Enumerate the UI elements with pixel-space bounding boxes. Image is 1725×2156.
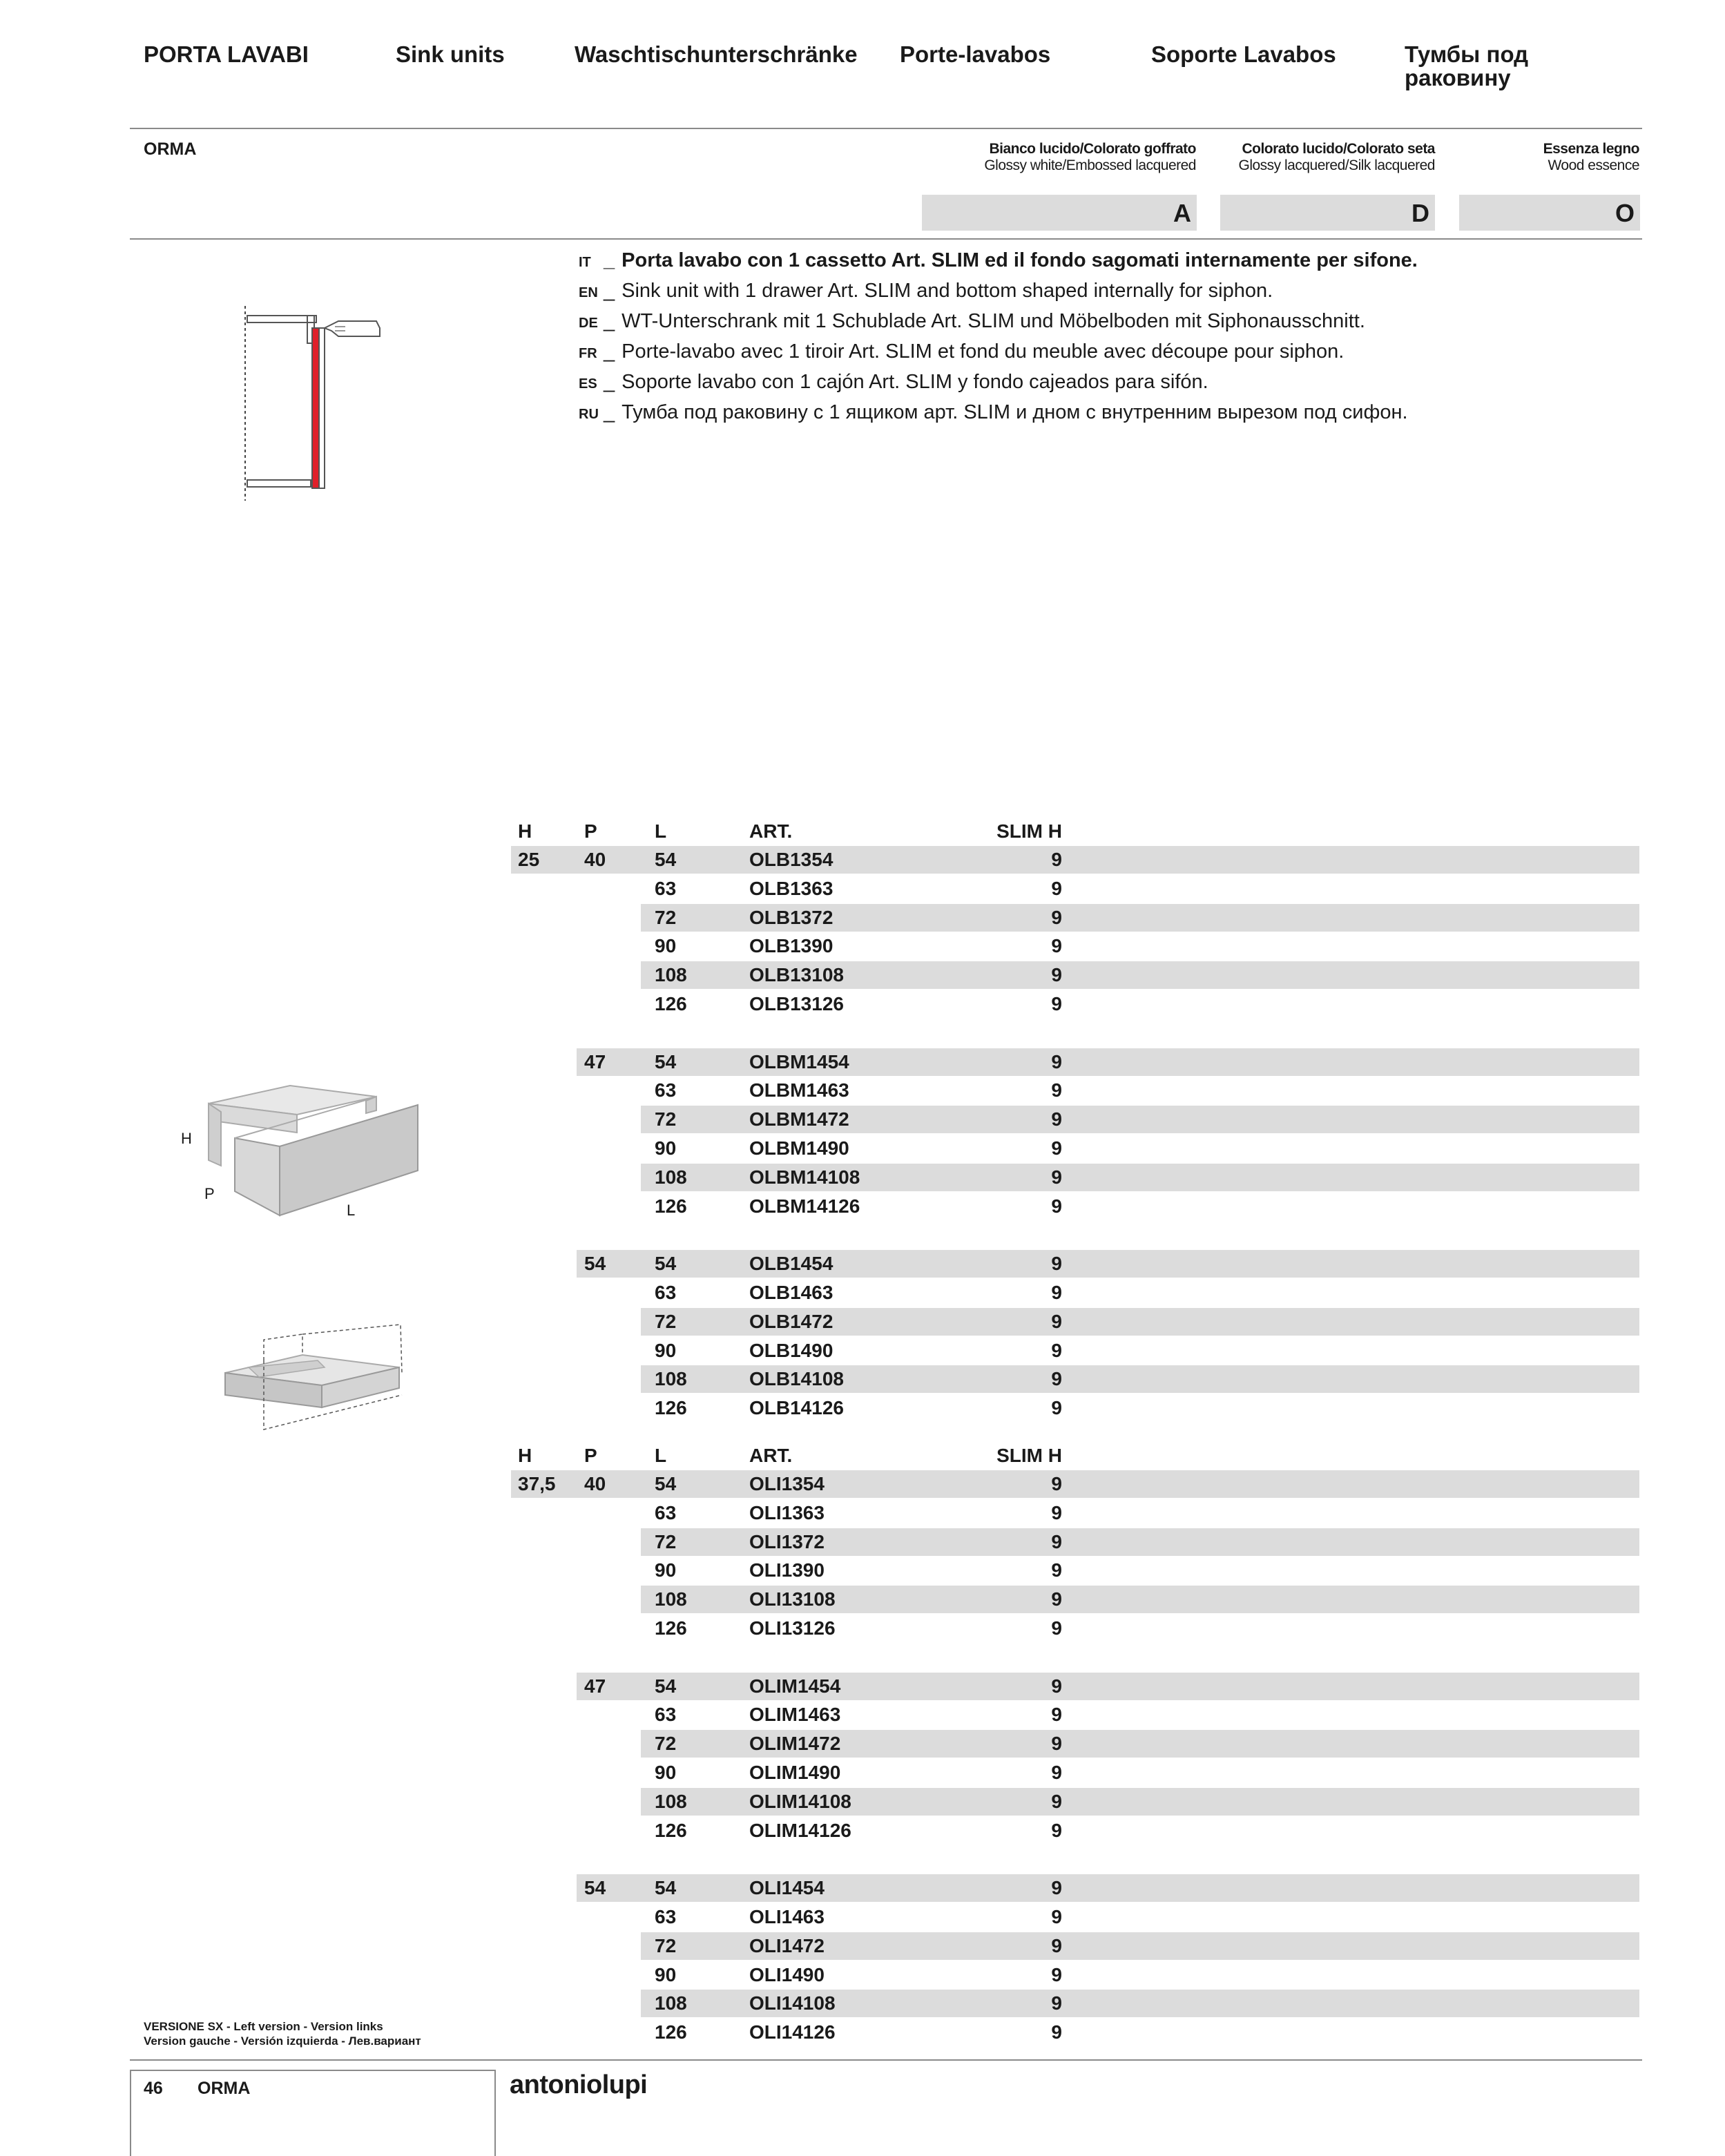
dim-label-p: P <box>204 1185 215 1202</box>
cell-art: OLBM14126 <box>749 1195 860 1217</box>
cell-art: OLI1472 <box>749 1934 825 1956</box>
cell-l: 63 <box>655 1704 677 1726</box>
cell-slim-h: 9 <box>1051 1992 1062 2014</box>
description-de: DE _ WT-Unterschrank mit 1 Schublade Art. SLIM und Möbelboden mit Siphonausschnitt. <box>579 307 1418 338</box>
cell-l: 90 <box>655 1137 677 1159</box>
cell-l: 90 <box>655 1963 677 1985</box>
cell-slim-h: 9 <box>1051 1906 1062 1927</box>
finish-a-title: Bianco lucido/Colorato goffrato <box>989 141 1196 157</box>
cell-l: 108 <box>655 964 687 986</box>
cell-l: 72 <box>655 1733 677 1755</box>
finish-code-d: D <box>1220 195 1435 231</box>
cell-l: 108 <box>655 1166 687 1188</box>
description-de-text: WT-Unterschrank mit 1 Schublade Art. SLIM und Möbelboden mit Siphonausschnitt. <box>621 310 1365 332</box>
finish-d-subtitle: Glossy lacquered/Silk lacquered <box>1238 157 1435 173</box>
row-band <box>511 846 1639 874</box>
cell-art: OLB1354 <box>749 849 833 870</box>
cell-l: 72 <box>655 1108 677 1130</box>
cell-slim-h: 9 <box>1051 1819 1062 1841</box>
row-band <box>577 1250 1639 1278</box>
cell-slim-h: 9 <box>1051 1473 1062 1494</box>
lang-de: DE <box>579 316 598 331</box>
description-ru-text: Тумба под раковину с 1 ящиком арт. SLIM и дном с внутренним вырезом под сифон. <box>621 401 1408 423</box>
cell-slim-h: 9 <box>1051 1166 1062 1188</box>
product-name: ORMA <box>144 139 197 159</box>
cell-slim-h: 9 <box>1051 1617 1062 1639</box>
cell-slim-h: 9 <box>1051 906 1062 928</box>
cell-slim-h: 9 <box>1051 1934 1062 1956</box>
cell-p: 54 <box>584 1253 606 1275</box>
col-header-l: L <box>655 1445 667 1466</box>
cell-art: OLB1490 <box>749 1339 833 1361</box>
lang-es: ES <box>579 376 597 392</box>
row-band <box>577 1874 1639 1902</box>
header-en: Sink units <box>396 41 505 67</box>
cell-art: OLB1372 <box>749 906 833 928</box>
cell-slim-h: 9 <box>1051 1368 1062 1390</box>
cell-art: OLI1490 <box>749 1963 825 1985</box>
cell-l: 90 <box>655 935 677 957</box>
footer-product: ORMA <box>197 2079 251 2098</box>
description-es: ES _ Soporte lavabo con 1 cajón Art. SLIM y fondo cajeados para sifón. <box>579 368 1418 398</box>
dim-label-h: H <box>181 1130 192 1147</box>
lang-fr: FR <box>579 346 597 361</box>
cell-l: 63 <box>655 1501 677 1523</box>
cell-art: OLBM1454 <box>749 1050 849 1072</box>
col-header-p: P <box>584 1445 597 1466</box>
cell-art: OLB1363 <box>749 877 833 899</box>
cell-l: 108 <box>655 1790 687 1812</box>
cell-slim-h: 9 <box>1051 1733 1062 1755</box>
cell-slim-h: 9 <box>1051 1704 1062 1726</box>
cell-art: OLI1463 <box>749 1906 825 1927</box>
cell-art: OLB1454 <box>749 1253 833 1275</box>
finish-d <box>1220 141 1435 174</box>
cell-l: 54 <box>655 849 677 870</box>
cell-art: OLBM14108 <box>749 1166 860 1188</box>
cell-slim-h: 9 <box>1051 1790 1062 1812</box>
cell-art: OLIM14108 <box>749 1790 851 1812</box>
cell-art: OLI1454 <box>749 1877 825 1899</box>
row-band <box>511 1470 1639 1498</box>
cell-p: 47 <box>584 1050 606 1072</box>
cell-art: OLB1390 <box>749 935 833 957</box>
cell-l: 63 <box>655 1079 677 1101</box>
cell-art: OLI1363 <box>749 1501 825 1523</box>
cell-art: OLI1390 <box>749 1559 825 1581</box>
cell-l: 72 <box>655 906 677 928</box>
dim-label-l: L <box>347 1202 356 1219</box>
cell-slim-h: 9 <box>1051 1282 1062 1303</box>
header-ru-line2: раковину <box>1405 65 1511 90</box>
description-fr-text: Porte-lavabo avec 1 tiroir Art. SLIM et fond du meuble avec découpe pour siphon. <box>621 340 1345 363</box>
cell-p: 40 <box>584 849 606 870</box>
row-band <box>577 1048 1639 1076</box>
cell-slim-h: 9 <box>1051 849 1062 870</box>
cabinet-drawing <box>193 1077 428 1229</box>
cell-l: 108 <box>655 1992 687 2014</box>
cell-p: 54 <box>584 1877 606 1899</box>
cell-art: OLBM1463 <box>749 1079 849 1101</box>
cell-l: 54 <box>655 1877 677 1899</box>
cell-l: 72 <box>655 1310 677 1332</box>
col-header-slim: SLIM H <box>996 1445 1062 1466</box>
cell-art: OLB1463 <box>749 1282 833 1303</box>
header-it: PORTA LAVABI <box>144 41 309 67</box>
cell-slim-h: 9 <box>1051 877 1062 899</box>
header-fr: Porte-lavabos <box>900 41 1051 67</box>
cell-l: 54 <box>655 1050 677 1072</box>
cell-l: 63 <box>655 1906 677 1927</box>
footer-rule <box>130 2059 1642 2061</box>
finish-o <box>1458 141 1639 174</box>
col-header-h: H <box>518 1445 532 1466</box>
header-de: Waschtischunterschränke <box>575 41 858 67</box>
cell-slim-h: 9 <box>1051 1762 1062 1783</box>
cell-art: OLIM1463 <box>749 1704 841 1726</box>
cell-art: OLI13126 <box>749 1617 836 1639</box>
cell-l: 126 <box>655 993 687 1014</box>
col-header-slim: SLIM H <box>996 820 1062 842</box>
cell-art: OLI14108 <box>749 1992 836 2014</box>
page-number: 46 <box>144 2079 163 2098</box>
cell-slim-h: 9 <box>1051 935 1062 957</box>
version-note <box>144 2019 421 2048</box>
brand-logo: antoniolupi <box>510 2070 648 2099</box>
version-note-line2: Version gauche - Versión izquierda - Лев.вариант <box>144 2034 421 2048</box>
cell-slim-h: 9 <box>1051 993 1062 1014</box>
header-ru <box>1405 43 1528 90</box>
col-header-art: ART. <box>749 1445 793 1466</box>
header-ru-line1: Тумбы под <box>1405 41 1529 67</box>
cell-art: OLBM1490 <box>749 1137 849 1159</box>
cell-art: OLB13126 <box>749 993 844 1014</box>
cell-slim-h: 9 <box>1051 1530 1062 1552</box>
tray-drawing <box>221 1319 407 1436</box>
cell-l: 54 <box>655 1253 677 1275</box>
cell-art: OLB13108 <box>749 964 844 986</box>
description-es-text: Soporte lavabo con 1 cajón Art. SLIM y fondo cajeados para sifón. <box>621 371 1208 393</box>
cell-slim-h: 9 <box>1051 1137 1062 1159</box>
cell-slim-h: 9 <box>1051 1559 1062 1581</box>
cell-art: OLIM1454 <box>749 1675 841 1697</box>
lang-it: IT <box>579 255 591 270</box>
header-rule <box>130 128 1642 129</box>
cell-l: 108 <box>655 1588 687 1610</box>
cell-l: 126 <box>655 1819 687 1841</box>
cell-slim-h: 9 <box>1051 1501 1062 1523</box>
finish-a-subtitle: Glossy white/Embossed lacquered <box>984 157 1196 173</box>
finish-code-a: A <box>922 195 1197 231</box>
cell-art: OLI1354 <box>749 1473 825 1494</box>
cell-slim-h: 9 <box>1051 1050 1062 1072</box>
cell-slim-h: 9 <box>1051 1877 1062 1899</box>
cell-h: 37,5 <box>518 1473 556 1494</box>
cell-art: OLB14108 <box>749 1368 844 1390</box>
cell-slim-h: 9 <box>1051 1963 1062 1985</box>
cell-slim-h: 9 <box>1051 1397 1062 1419</box>
description-ru: RU _ Тумба под раковину с 1 ящиком арт. SLIM и дном с внутренним вырезом под сифон. <box>579 398 1418 429</box>
cell-l: 108 <box>655 1368 687 1390</box>
cell-slim-h: 9 <box>1051 1195 1062 1217</box>
description-it: IT _ Porta lavabo con 1 cassetto Art. SLIM ed il fondo sagomati internamente per sifone. <box>579 247 1418 277</box>
cell-art: OLIM14126 <box>749 1819 851 1841</box>
cell-slim-h: 9 <box>1051 1108 1062 1130</box>
col-header-h: H <box>518 820 532 842</box>
finish-d-title: Colorato lucido/Colorato seta <box>1242 141 1435 157</box>
finish-rule <box>130 238 1642 240</box>
cell-p: 47 <box>584 1675 606 1697</box>
cell-l: 72 <box>655 1934 677 1956</box>
cell-slim-h: 9 <box>1051 1253 1062 1275</box>
col-header-p: P <box>584 820 597 842</box>
cell-slim-h: 9 <box>1051 964 1062 986</box>
cell-slim-h: 9 <box>1051 2021 1062 2043</box>
cell-l: 54 <box>655 1675 677 1697</box>
lang-en: EN <box>579 285 598 300</box>
description-en-text: Sink unit with 1 drawer Art. SLIM and bottom shaped internally for siphon. <box>621 280 1273 302</box>
cell-art: OLB14126 <box>749 1397 844 1419</box>
cell-slim-h: 9 <box>1051 1588 1062 1610</box>
col-header-art: ART. <box>749 820 793 842</box>
description-en: EN _ Sink unit with 1 drawer Art. SLIM and bottom shaped internally for siphon. <box>579 277 1418 307</box>
lang-ru: RU <box>579 407 599 422</box>
col-header-l: L <box>655 820 667 842</box>
version-note-line1: VERSIONE SX - Left version - Version links <box>144 2020 383 2033</box>
cell-l: 54 <box>655 1473 677 1494</box>
cell-h: 25 <box>518 849 540 870</box>
cell-l: 63 <box>655 877 677 899</box>
section-drawing <box>235 300 390 504</box>
cell-l: 126 <box>655 1617 687 1639</box>
finish-code-o: O <box>1459 195 1640 231</box>
cell-l: 126 <box>655 1397 687 1419</box>
cell-slim-h: 9 <box>1051 1339 1062 1361</box>
footer-box <box>130 2070 496 2156</box>
header-es: Soporte Lavabos <box>1151 41 1336 67</box>
cell-slim-h: 9 <box>1051 1675 1062 1697</box>
cell-art: OLI13108 <box>749 1588 836 1610</box>
finish-a <box>921 141 1196 174</box>
description-fr: FR _ Porte-lavabo avec 1 tiroir Art. SLIM et fond du meuble avec découpe pour siphon. <box>579 338 1418 368</box>
row-band <box>577 1673 1639 1700</box>
cell-p: 40 <box>584 1473 606 1494</box>
cell-art: OLI14126 <box>749 2021 836 2043</box>
description <box>579 247 1418 429</box>
cell-art: OLI1372 <box>749 1530 825 1552</box>
cell-art: OLBM1472 <box>749 1108 849 1130</box>
description-it-text: Porta lavabo con 1 cassetto Art. SLIM ed il fondo sagomati internamente per sifone. <box>621 249 1418 271</box>
finish-o-title: Essenza legno <box>1543 141 1639 157</box>
cell-l: 90 <box>655 1339 677 1361</box>
cell-l: 126 <box>655 1195 687 1217</box>
cell-l: 126 <box>655 2021 687 2043</box>
cell-l: 63 <box>655 1282 677 1303</box>
cell-art: OLIM1490 <box>749 1762 841 1783</box>
cell-l: 90 <box>655 1762 677 1783</box>
cell-l: 72 <box>655 1530 677 1552</box>
cell-l: 90 <box>655 1559 677 1581</box>
cell-slim-h: 9 <box>1051 1310 1062 1332</box>
finish-o-subtitle: Wood essence <box>1548 157 1639 173</box>
cell-slim-h: 9 <box>1051 1079 1062 1101</box>
cell-art: OLIM1472 <box>749 1733 841 1755</box>
cell-art: OLB1472 <box>749 1310 833 1332</box>
